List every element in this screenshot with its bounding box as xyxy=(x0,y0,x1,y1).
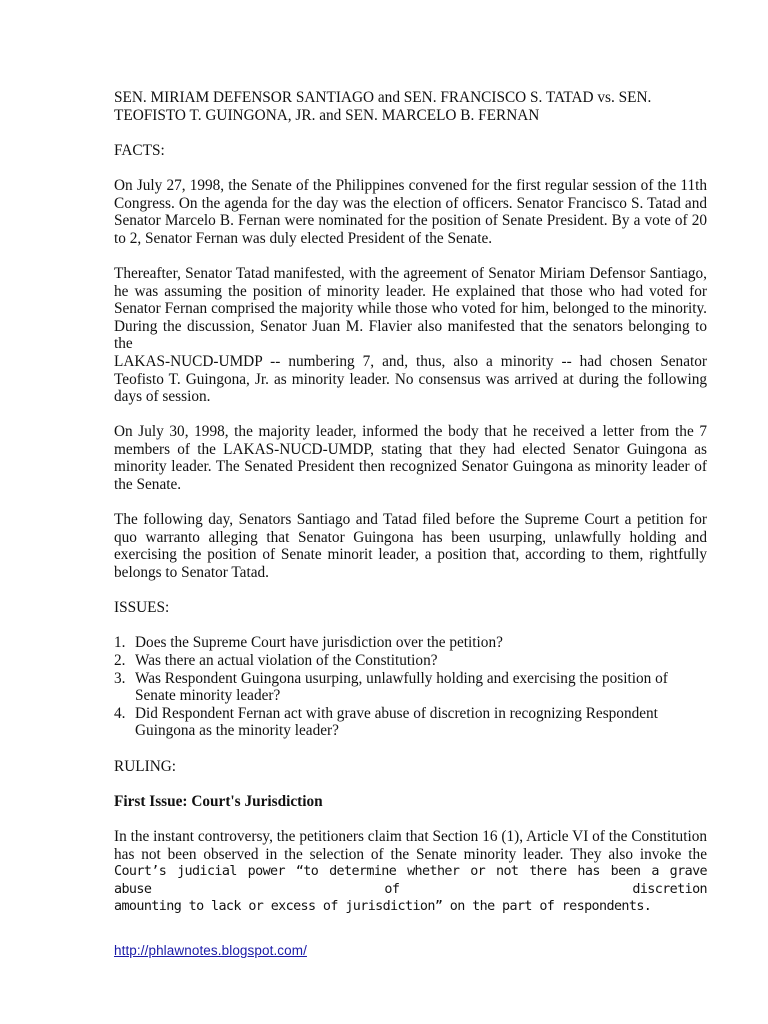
issue-text-line: Senate minority leader? xyxy=(135,687,281,705)
issue-text-line: Was Respondent Guingona usurping, unlawfully holding and exercising the position of xyxy=(135,669,668,687)
paragraph-line: members of the LAKAS-NUCD-UMDP, stating that they had elected Senator Guingona as xyxy=(114,440,707,458)
issue-item xyxy=(114,652,707,670)
issue-text-line: Was there an actual violation of the Constitution? xyxy=(135,652,438,669)
paragraph-line: Senator Marcelo B. Fernan were nominated for the position of Senate President. By a vote of 20 xyxy=(114,212,707,230)
issue-number: 4. xyxy=(114,704,126,722)
paragraph-line: Senator Fernan comprised the majority while those who voted for him, belonged to the minority. xyxy=(114,300,707,318)
issue-text-line: Guingona as the minority leader? xyxy=(135,722,339,740)
paragraph-line: amounting to lack or excess of jurisdiction” on the part of respondents. xyxy=(114,899,652,915)
paragraph-line: In the instant controversy, the petitioners claim that Section 16 (1), Article VI of the Constitution xyxy=(114,827,707,845)
issue-item xyxy=(114,705,707,740)
paragraph-line: LAKAS-NUCD-UMDP -- numbering 7, and, thus, also a minority -- had chosen Senator xyxy=(114,352,707,370)
first-issue-heading: First Issue: Court's Jurisdiction xyxy=(114,792,323,810)
facts-heading: FACTS: xyxy=(114,141,165,159)
issue-text-line: Did Respondent Fernan act with grave abuse of discretion in recognizing Respondent xyxy=(135,704,658,722)
paragraph-line: days of session. xyxy=(114,388,211,406)
paragraph xyxy=(114,265,707,406)
issue-text xyxy=(135,705,707,740)
ruling-heading: RULING: xyxy=(114,757,177,775)
paragraph-line: On July 27, 1998, the Senate of the Philippines convened for the first regular session of the 11th xyxy=(114,176,707,194)
paragraph xyxy=(114,511,707,581)
paragraph xyxy=(114,423,707,493)
case-title-line-1: SEN. MIRIAM DEFENSOR SANTIAGO and SEN. FRANCISCO S. TATAD vs. SEN. xyxy=(114,89,652,106)
paragraph-line: Court’s judicial power “to determine whether or not there has been a grave abuse of discretion xyxy=(114,864,707,897)
paragraph-line: belongs to Senator Tatad. xyxy=(114,564,269,582)
issue-item xyxy=(114,634,707,652)
issues-heading: ISSUES: xyxy=(114,599,170,617)
footer-blog-link[interactable]: http://phlawnotes.blogspot.com/ xyxy=(114,943,307,958)
paragraph-line: On July 30, 1998, the majority leader, informed the body that he received a letter from the 7 xyxy=(114,423,707,441)
issue-text xyxy=(135,670,707,705)
issue-text xyxy=(135,634,707,652)
document-body xyxy=(114,89,707,916)
paragraph-line: exercising the position of Senate minorit leader, a position that, according to them, rightfully xyxy=(114,546,707,564)
ruling-paragraph xyxy=(114,828,707,916)
paragraph-line: During the discussion, Senator Juan M. Flavier also manifested that the senators belonging to the xyxy=(114,317,707,353)
issue-number: 3. xyxy=(114,669,126,687)
paragraph-line: the Senate. xyxy=(114,476,182,494)
paragraph-line: The following day, Senators Santiago and Tatad filed before the Supreme Court a petition for xyxy=(114,511,707,529)
paragraph-line: to 2, Senator Fernan was duly elected President of the Senate. xyxy=(114,229,493,247)
paragraph-line: Teofisto T. Guingona, Jr. as minority leader. No consensus was arrived at during the following xyxy=(114,370,707,388)
paragraph-line: quo warranto alleging that Senator Guingona has been usurping, unlawfully holding and xyxy=(114,528,707,546)
case-title-line-2: TEOFISTO T. GUINGONA, JR. and SEN. MARCELO B. FERNAN xyxy=(114,106,540,124)
facts-section xyxy=(114,177,707,599)
paragraph-line: he was assuming the position of minority leader. He explained that those who had voted for xyxy=(114,282,707,300)
issues-list xyxy=(114,634,707,740)
issue-number: 1. xyxy=(114,634,126,652)
paragraph xyxy=(114,177,707,247)
issue-text xyxy=(135,652,707,670)
issue-text-line: Does the Supreme Court have jurisdiction over the petition? xyxy=(135,634,503,652)
paragraph-line: Thereafter, Senator Tatad manifested, with the agreement of Senator Miriam Defensor Santiago, xyxy=(114,264,707,282)
paragraph-line: minority leader. The Senated President then recognized Senator Guingona as minority leader of xyxy=(114,458,707,476)
issue-item xyxy=(114,670,707,705)
paragraph xyxy=(114,828,707,916)
issue-number: 2. xyxy=(114,652,126,669)
paragraph-line: has not been observed in the selection of the Senate minority leader. They also invoke the xyxy=(114,845,707,863)
paragraph-line: Congress. On the agenda for the day was the election of officers. Senator Francisco S. Tatad and xyxy=(114,194,707,212)
